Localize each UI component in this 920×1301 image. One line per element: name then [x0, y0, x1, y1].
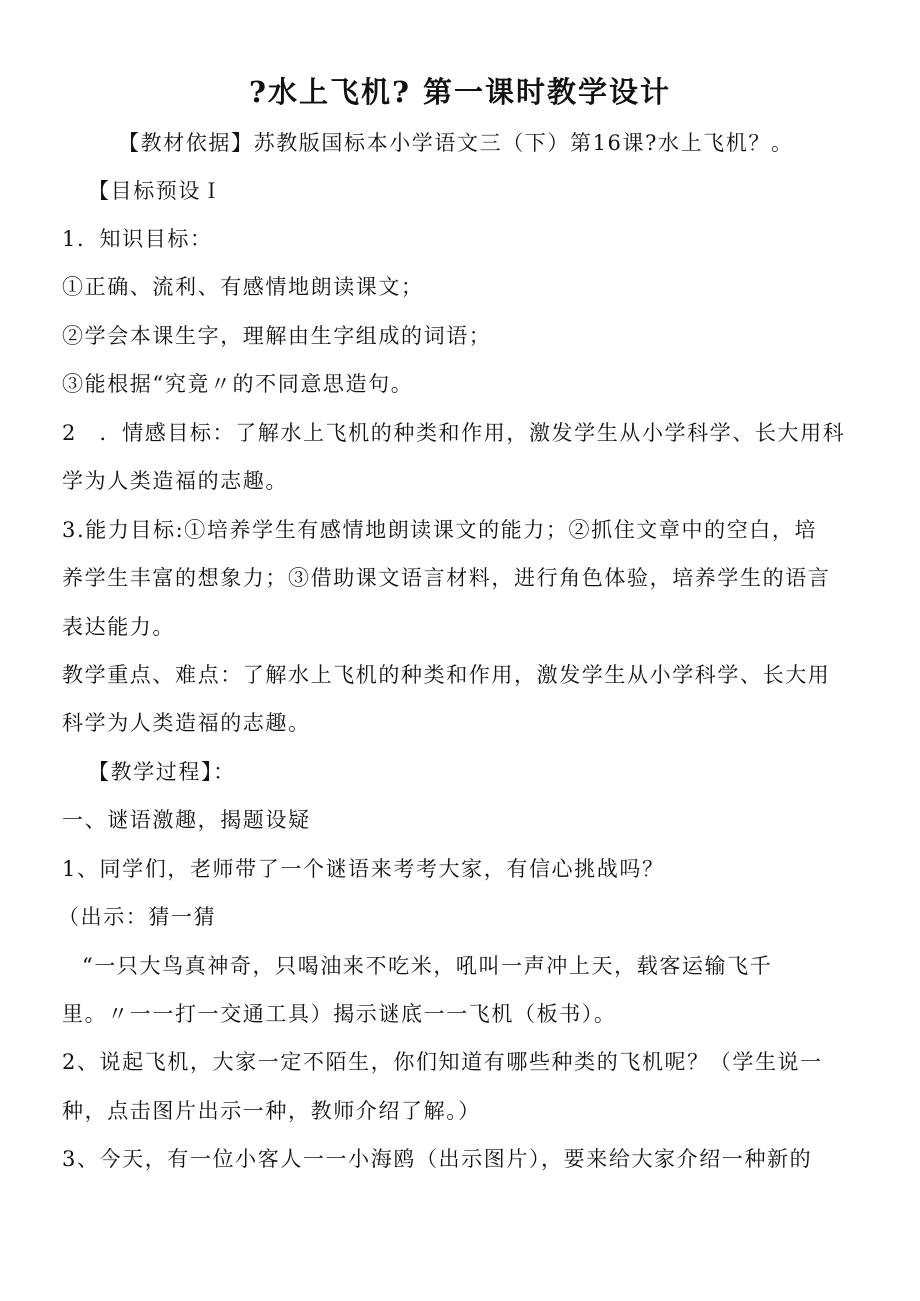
section-heading-goals: 【目标预设Ｉ [88, 179, 224, 203]
text-line-step-1-item-2: 2、说起飞机，大家一定不陌生，你们知道有哪些种类的飞机呢？（学生说一 [62, 1050, 823, 1074]
text-line-riddle: “一只大鸟真神奇，只喝油来不吃米，吼叫一声冲上天，载客运输飞千 [82, 954, 773, 978]
text-line-key-points: 教学重点、难点：了解水上飞机的种类和作用，激发学生从小学科学、长大用 [62, 663, 831, 687]
text-line-step-1-item-2-cont: 种，点击图片出示一种，教师介绍了解。） [62, 1099, 481, 1123]
text-line-emotion-goal-cont: 学为人类造福的志趣。 [62, 469, 288, 493]
text-line-riddle-intro: （出示：猜一猜 [58, 905, 217, 929]
page-title: ?水上飞机? 第一课时教学设计 [248, 75, 672, 109]
text-line-material-basis: 【教材依据】苏教版国标本小学语文三（下）第16课?水上飞机？。 [118, 131, 794, 155]
text-line-goal-item-3: ③能根据“究竟〃的不同意思造句。 [62, 372, 414, 396]
text-line-ability-goal-cont-1: 养学生丰富的想象力；③借助课文语言材料，进行角色体验，培养学生的语言 [62, 566, 831, 590]
text-line-ability-goal: 3.能力目标:①培养学生有感情地朗读课文的能力；②抓住文章中的空白，培 [62, 518, 818, 542]
text-line-riddle-cont: 里。〃一一打一交通工具）揭示谜底一一飞机（板书）。 [62, 1002, 617, 1026]
text-line-step-1-item-3: 3、今天，有一位小客人一一小海鸥（出示图片），要来给大家介绍一种新的 [62, 1147, 813, 1171]
text-line-step-1-item-1: 1、同学们，老师带了一个谜语来考考大家，有信心挑战吗？ [62, 857, 665, 881]
text-line-step-1-heading: 一、谜语激趣，揭题设疑 [62, 808, 311, 832]
text-line-key-points-cont: 科学为人类造福的志趣。 [62, 711, 311, 735]
text-line-goal-item-1: ①正确、流利、有感情地朗读课文； [62, 275, 424, 299]
section-heading-process: 【教学过程】： [88, 760, 236, 784]
text-line-knowledge-goal: 1．知识目标： [62, 227, 213, 251]
text-line-goal-item-2: ②学会本课生字，理解由生字组成的词语； [62, 324, 492, 348]
text-line-ability-goal-cont-2: 表达能力。 [62, 615, 175, 639]
text-line-emotion-goal: 2 ．情感目标：了解水上飞机的种类和作用，激发学生从小学科学、长大用科 [62, 421, 846, 445]
